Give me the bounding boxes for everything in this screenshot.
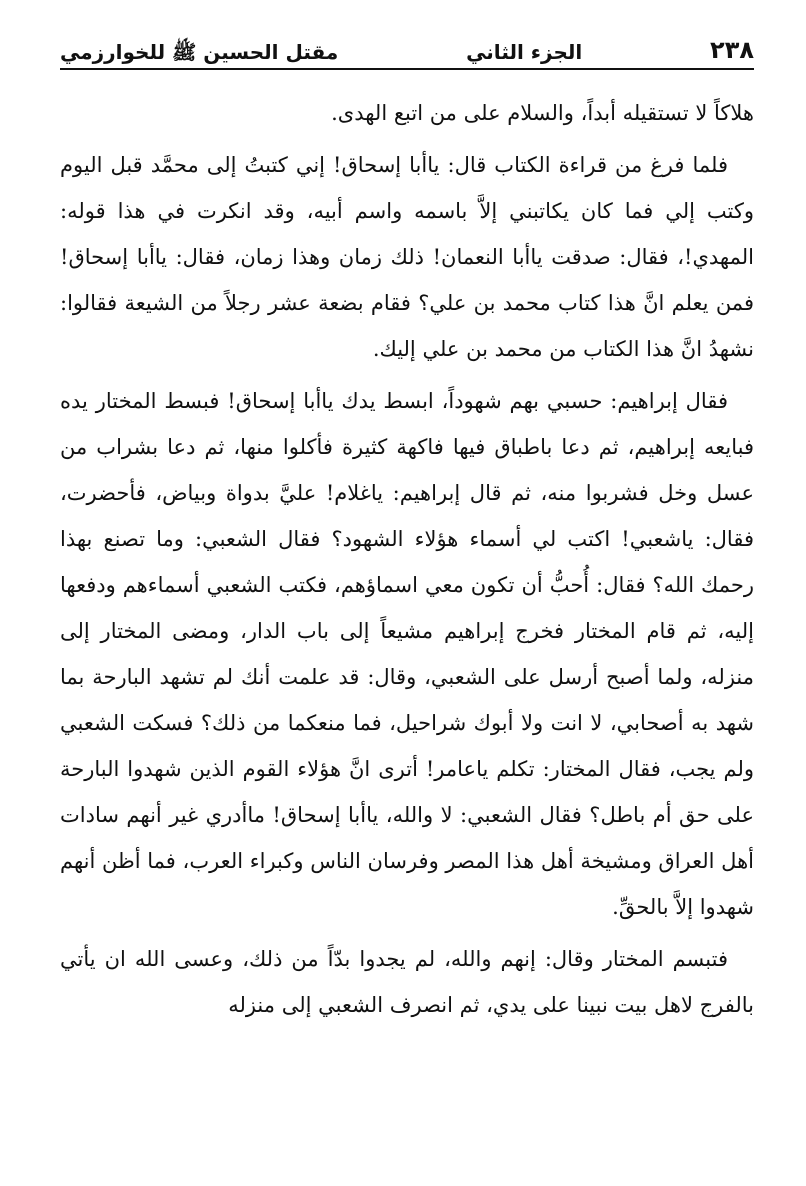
paragraph-2: فلما فرغ من قراءة الكتاب قال: ياأبا إسحاق! إني كتبتُ إلى محمَّد قبل اليوم وكتب إلي فما كان يكاتبني إلاَّ باسمه واسم أبيه، وقد انكرت في هذا قوله: المهدي!، فقال: صدقت ياأبا النعمان! ذلك زمان وهذا زمان، فقال: ياأبا إسحاق! فمن يعلم انَّ هذا كتاب محمد بن علي؟ فقام بضعة عشر رجلاً من الشيعة فقالوا: نشهدُ انَّ هذا الكتاب من محمد بن علي إليك.: [60, 153, 754, 361]
running-header: [60, 28, 754, 62]
paragraph-4: فتبسم المختار وقال: إنهم والله، لم يجدوا بدّاً من ذلك، وعسى الله ان يأتي بالفرج لاهل بيت نبينا على يدي، ثم انصرف الشعبي إلى منزله: [60, 947, 754, 1017]
book-title: مقتل الحسين ﷺ للخوارزمي: [60, 40, 339, 64]
body-text: [60, 90, 754, 1028]
part-title: الجزء الثاني: [466, 40, 583, 64]
page-number: ٢٣٨: [710, 36, 754, 64]
book-page: [60, 28, 754, 1028]
paragraph-1: هلاكاً لا تستقيله أبداً، والسلام على من اتبع الهدى.: [331, 101, 754, 125]
paragraph-3: فقال إبراهيم: حسبي بهم شهوداً، ابسط يدك ياأبا إسحاق! فبسط المختار يده فبايعه إبراهيم، ثم دعا باطباق فيها فاكهة كثيرة فأكلوا منها، ثم دعا بشراب من عسل وخل فشربوا منه، ثم قال إبراهيم: ياغلام! عليَّ بدواة وبياض، فأحضرت، فقال: ياشعبي! اكتب لي أسماء هؤلاء الشهود؟ فقال الشعبي: وما تصنع بهذا رحمك الله؟ فقال: أُحبُّ أن تكون معي اسماؤهم، فكتب الشعبي أسماءهم ودفعها إليه، ثم قام المختار فخرج إبراهيم مشيعاً إلى باب الدار، ومضى المختار إلى منزله، ولما أصبح أرسل على الشعبي، وقال: قد علمت أنك لم تشهد البارحة بما شهد به أصحابي، لا انت ولا أبوك شراحيل، فما منعكما من ذلك؟ فسكت الشعبي ولم يجب، فقال المختار: تكلم ياعامر! أترى انَّ هؤلاء القوم الذين شهدوا البارحة على حق أم باطل؟ فقال الشعبي: لا والله، ياأبا إسحاق! ماأدري غير أنهم سادات أهل العراق ومشيخة أهل هذا المصر وفرسان الناس وكبراء العرب، فما أظن أنهم شهدوا إلاَّ بالحقِّ.: [60, 389, 754, 919]
header-rule: [60, 68, 754, 70]
